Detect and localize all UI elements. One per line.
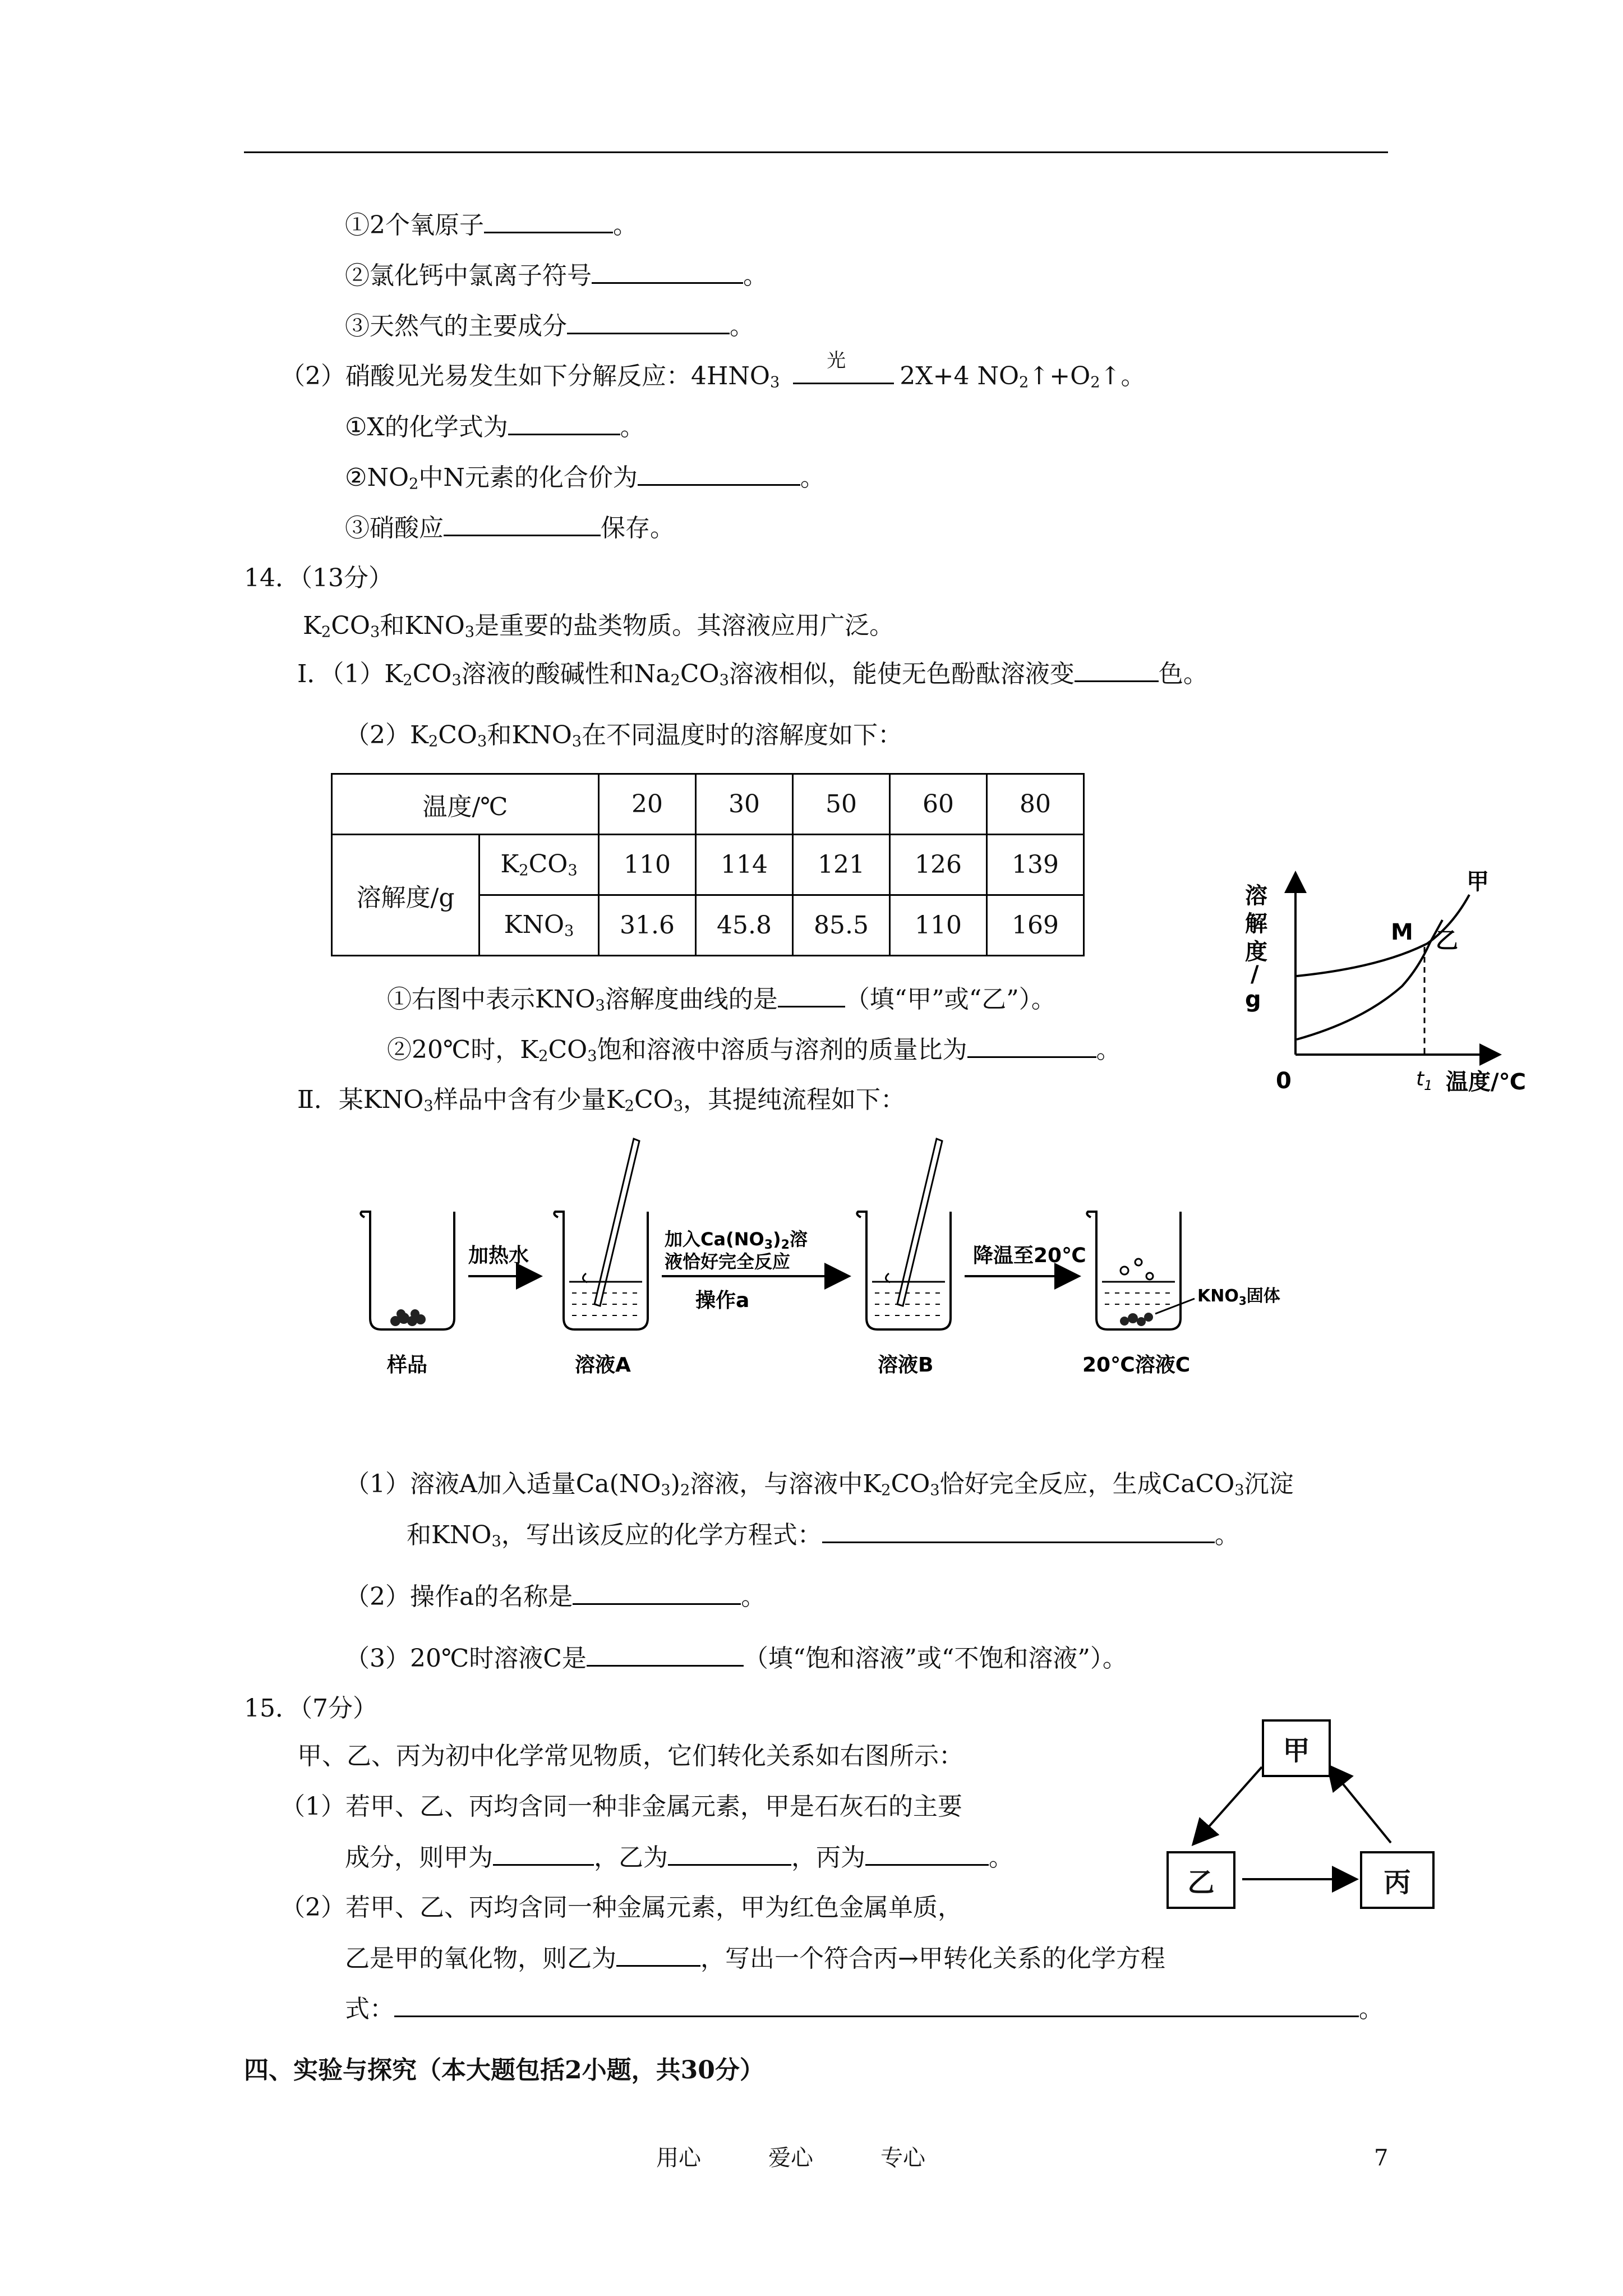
q14-i2: $(2)K_2CO_3$和$KNO_3$在不同温度时的溶解度如下：: [345, 721, 903, 751]
beaker-solution-a: [554, 1139, 648, 1329]
beaker-solution-c: [1087, 1212, 1195, 1329]
answer-blank[interactable]: [567, 311, 730, 334]
table-cell: 85.5: [793, 895, 890, 956]
label-add-cano3: 加入Ca(NO: [665, 1228, 764, 1250]
y-label-char: g: [1245, 987, 1261, 1013]
table-cell: 139: [987, 835, 1084, 895]
label-solution-c: 20℃溶液C: [1082, 1354, 1191, 1377]
q14-q1: ①右图中表示$KNO_3$溶解度曲线的是 （填“甲”或“乙”）。: [387, 985, 1056, 1015]
q14-i1: Ⅰ．$(1)K_2CO_3$溶液的酸碱性和$Na_2CO_3$溶液相似，能使无色酚酞溶液变 色。: [297, 660, 1208, 689]
y-label-char: 溶: [1245, 883, 1267, 909]
t1-subscript: 1: [1424, 1078, 1433, 1093]
answer-blank[interactable]: [484, 210, 613, 233]
table-cell: 121: [793, 835, 890, 895]
answer-blank[interactable]: [865, 1843, 989, 1866]
curve-label-jia: 甲: [1467, 869, 1489, 895]
label-solid: 固体: [1246, 1286, 1280, 1306]
answer-blank[interactable]: [967, 1035, 1096, 1058]
origin-label: 0: [1276, 1068, 1292, 1094]
answer-blank[interactable]: [1075, 659, 1159, 682]
temp-header: 温度/℃: [332, 774, 599, 835]
box-jia: 甲: [1262, 1719, 1331, 1777]
q13-item2: ②氯化钙中氯离子符号 。: [345, 261, 768, 290]
temp-cell: 60: [890, 774, 987, 835]
arrow-jia-to-yi: [1195, 1767, 1262, 1843]
q13-item3: ③天然气的主要成分 。: [345, 312, 754, 341]
label-solution-a: 溶液A: [575, 1354, 631, 1377]
label-react-complete: 液恰好完全反应: [665, 1251, 791, 1272]
arrow-bing-to-jia: [1329, 1767, 1391, 1843]
q15-p1-line2: 成分，则甲为 ，乙为 ，丙为 。: [345, 1843, 1013, 1872]
answer-blank[interactable]: [587, 1644, 744, 1667]
q15-p2-line3: 式： 。: [345, 1995, 1384, 2023]
q14-f1-line2: 和$KNO_3$，写出该反应的化学方程式： 。: [407, 1521, 1239, 1550]
curve-label-yi: 乙: [1436, 928, 1458, 954]
q15-p2-line1: （2）若甲、乙、丙均含同一种金属元素，甲为红色金属单质，: [280, 1893, 962, 1922]
solubility-curve-graph: [1234, 864, 1548, 1116]
label-sample: 样品: [387, 1354, 428, 1377]
label-cool-20c: 降温至20℃: [973, 1244, 1086, 1267]
beaker-solution-b: [857, 1139, 951, 1329]
y-label-char: /: [1251, 961, 1259, 987]
answer-blank[interactable]: [616, 1944, 700, 1967]
label-sub: 2: [781, 1238, 790, 1252]
kno3-crystals: [1120, 1313, 1153, 1326]
q13-sub3: ③硝酸应 保存。: [345, 514, 675, 542]
table-cell: 169: [987, 895, 1084, 956]
q15-p2-line2: 乙是甲的氧化物，则乙为 ，写出一个符合丙→甲转化关系的化学方程: [345, 1944, 1165, 1973]
footer-motto-2: 爱心: [768, 2145, 813, 2171]
solubility-header: 溶解度/g: [332, 835, 479, 956]
y-label-char: 解: [1245, 911, 1267, 937]
answer-blank[interactable]: [493, 1843, 594, 1866]
box-yi: 乙: [1166, 1851, 1235, 1909]
answer-blank[interactable]: [573, 1582, 741, 1605]
row-label-kno3: $KNO_3$: [479, 895, 599, 956]
section4-heading: 四、实验与探究（本大题包括2小题，共30分）: [244, 2056, 764, 2085]
answer-blank[interactable]: [822, 1520, 1215, 1543]
box-bing: 丙: [1360, 1851, 1435, 1909]
q13-sub2: $②NO_2$中N元素的化合价为 。: [345, 463, 825, 493]
answer-blank[interactable]: [444, 513, 601, 536]
solubility-table: [331, 773, 1085, 956]
table-cell: 45.8: [696, 895, 793, 956]
label-solution-b: 溶液B: [878, 1354, 934, 1377]
label-operation-a: 操作a: [695, 1289, 750, 1312]
answer-blank[interactable]: [638, 463, 800, 486]
answer-blank[interactable]: [592, 261, 743, 284]
table-cell: 114: [696, 835, 793, 895]
x-label: 温度/℃: [1446, 1069, 1527, 1095]
y-label-char: 度: [1245, 939, 1267, 965]
footer-motto-3: 专心: [880, 2145, 925, 2171]
label-paren: ): [773, 1228, 781, 1250]
curve-yi: [1297, 920, 1442, 1039]
intersection-label: M: [1391, 919, 1413, 945]
page-number: 7: [1374, 2145, 1389, 2171]
label-solution-char: 溶: [789, 1228, 808, 1250]
q14-f2: （2）操作a的名称是 。: [345, 1582, 766, 1611]
q14-f3: （3）20℃时溶液C是 （填“饱和溶液”或“不饱和溶液”）。: [345, 1644, 1127, 1673]
q14-header: 14．（13分）: [244, 564, 393, 592]
t1-label: t: [1416, 1068, 1424, 1091]
answer-blank[interactable]: [508, 412, 620, 435]
label-sub: 3: [1238, 1294, 1247, 1308]
q13-part2: （2）硝酸见光易发生如下分解反应：$4HNO_3$ 光 2X+4 $NO_2↑+O_2↑$。: [280, 349, 1146, 392]
q13-item1: ①2个氧原子 。: [345, 211, 638, 240]
temp-cell: 80: [987, 774, 1084, 835]
q15-header: 15．（7分）: [244, 1694, 377, 1723]
sample-solid: [390, 1309, 426, 1326]
footer-motto-1: 用心: [656, 2145, 701, 2171]
label-sub: 3: [764, 1238, 773, 1252]
q14-q2: ②20℃时，$K_2CO_3$饱和溶液中溶质与溶剂的质量比为 。: [387, 1036, 1121, 1065]
svg-text:t1: [1416, 1068, 1432, 1093]
header-rule: [244, 151, 1388, 153]
table-cell: 31.6: [599, 895, 696, 956]
temp-cell: 20: [599, 774, 696, 835]
q14-intro: $K_2CO_3$和$KNO_3$是重要的盐类物质。其溶液应用广泛。: [303, 611, 895, 641]
answer-blank[interactable]: [668, 1843, 791, 1866]
purification-flow-diagram: [348, 1133, 1346, 1397]
table-cell: 110: [890, 895, 987, 956]
row-label-k2co3: $K_2CO_3$: [479, 835, 599, 895]
q14-f1-line1: （1）溶液A加入适量$Ca(NO_3)_2$溶液，与溶液中$K_2CO_3$恰好完全反应，生成CaCO$_3$沉淀: [345, 1470, 1294, 1499]
q13-sub1: ①X的化学式为 。: [345, 413, 645, 441]
svg-text:KNO3固体: [1197, 1286, 1280, 1308]
table-cell: 126: [890, 835, 987, 895]
table-cell: 110: [599, 835, 696, 895]
q15-intro: 甲、乙、丙为初中化学常见物质，它们转化关系如右图所示：: [297, 1742, 963, 1770]
answer-blank[interactable]: [394, 1994, 1359, 2017]
temp-cell: 50: [793, 774, 890, 835]
beaker-sample: [361, 1212, 454, 1329]
q15-p1-line1: （1）若甲、乙、丙均含同一种非金属元素，甲是石灰石的主要: [280, 1792, 962, 1821]
q14-ii: Ⅱ．某$KNO_3$样品中含有少量$K_2CO_3$，其提纯流程如下：: [297, 1085, 906, 1115]
label-kno3: KNO: [1197, 1286, 1239, 1306]
answer-blank[interactable]: [778, 984, 845, 1007]
label-add-water: 加热水: [468, 1244, 529, 1267]
temp-cell: 30: [696, 774, 793, 835]
svg-text:加入Ca(NO3)2溶: [665, 1228, 808, 1252]
